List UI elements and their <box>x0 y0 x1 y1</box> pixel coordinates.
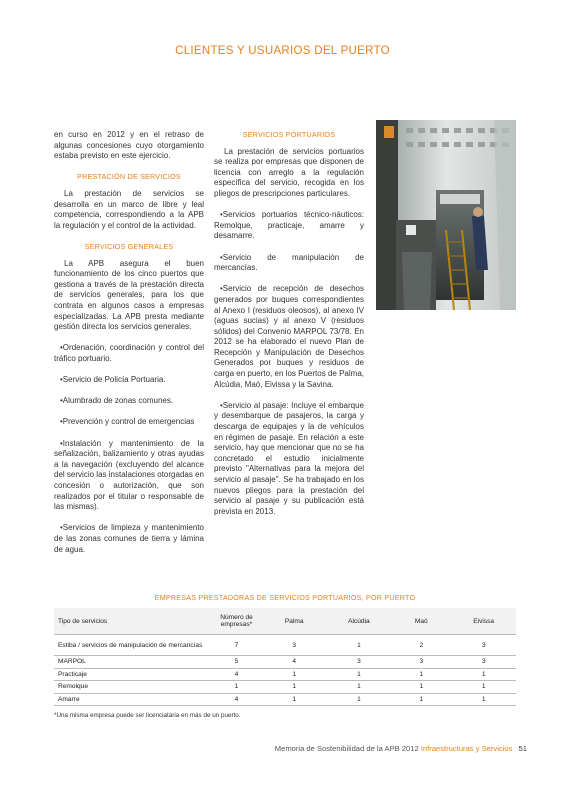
table-cell: 1 <box>262 693 327 706</box>
table-cell: 1 <box>327 681 392 694</box>
left-intro-paragraph: en curso en 2012 y en el retraso de algunas concesiones cuyo otorgamiento estaba previsto en este ejercicio. <box>54 130 204 161</box>
page-number: 51 <box>518 744 527 753</box>
table-row <box>54 656 516 669</box>
table-cell: 1 <box>391 681 451 694</box>
heading-servicios-generales: SERVICIOS GENERALES <box>84 241 174 251</box>
list-item: •Servicios portuarios técnico-náuticos: Remolque, practicaje, amarre y desamarre. <box>214 210 364 241</box>
table-cell: Amarre <box>54 693 211 706</box>
list-item: •Servicio de manipulación de mercancías. <box>214 252 364 273</box>
list-item: •Servicio de recepción de desechos generados por buques correspondientes al Anexo I (residuos oleosos), al anexo IV (aguas sucias) y al anexo V (residuos sólidos) del Convenio MARPOL 73/78. En 2012 se ha elaborado el nuevo Plan de Recepción y Manipulación de Desechos Generados por buques y residuos de carga en puerto, en los Puertos de Palma, Alcúdia, Maó, Eivissa y la Savina. <box>214 284 364 389</box>
table-cell: 3 <box>451 656 516 669</box>
list-item: •Ordenación, coordinación y control del tráfico portuario. <box>54 343 204 363</box>
table-footnote: *Una misma empresa puede ser licenciataria en más de un puerto. <box>54 712 241 719</box>
table-cell: 1 <box>327 635 392 656</box>
column-header: Alcúdia <box>327 608 392 635</box>
table-cell: 4 <box>211 668 262 681</box>
middle-column <box>214 130 364 528</box>
table-cell: 2 <box>391 635 451 656</box>
table-cell: 5 <box>211 656 262 669</box>
table-cell: Practicaje <box>54 668 211 681</box>
page-footer <box>275 744 527 753</box>
services-table <box>54 608 516 706</box>
page-title: CLIENTES Y USUARIOS DEL PUERTO <box>175 45 390 57</box>
table-header-row <box>54 608 516 635</box>
column-header: Maó <box>391 608 451 635</box>
table-row <box>54 693 516 706</box>
column-header: Número de empresas* <box>211 608 262 635</box>
heading-prestacion-servicios: PRESTACIÓN DE SERVICIOS <box>77 172 181 182</box>
table-cell: 3 <box>391 656 451 669</box>
table-cell: 1 <box>262 668 327 681</box>
list-item: •Servicios de limpieza y mantenimiento de las zonas comunes de tierra y lámina de agua. <box>54 523 204 554</box>
table-row <box>54 668 516 681</box>
column-header: Tipo de servicios <box>54 608 211 635</box>
table-cell: 3 <box>262 635 327 656</box>
table-cell: 1 <box>391 668 451 681</box>
heading-servicios-portuarios: SERVICIOS PORTUARIOS <box>242 130 336 139</box>
table-cell: Estiba / servicios de manipulación de mercancías <box>54 635 211 656</box>
footer-section: Infraestructuras y Servicios <box>420 744 513 753</box>
list-item: •Servicio de Policía Portuaria. <box>60 375 166 385</box>
servicios-portuarios-paragraph: La prestación de servicios portuarios se realiza por empresas que disponen de licencia con arreglo a la regulación específica del servicio, recogida en los pliegos de prescripciones particulares. <box>214 146 364 198</box>
table-cell: 1 <box>451 693 516 706</box>
servicios-generales-paragraph: La APB asegura el buen funcionamiento de los cinco puertos que gestiona a través de la prestación directa de servicios generales, para los que contrata en algunos casos a empresas especializadas. La APB presta mediante gestión directa los servicios generales. <box>54 258 204 332</box>
table-cell: 1 <box>327 693 392 706</box>
table-cell: Remolque <box>54 681 211 694</box>
table-title: EMPRESAS PRESTADORAS DE SERVICIOS PORTUARIOS, POR PUERTO <box>154 593 416 602</box>
list-item: •Servicio al pasaje: Incluye el embarque y desembarque de pasajeros, la carga y descarga de equipajes y la de vehículos en régimen de pasaje. En relación a este servicio, hay que mencionar que no se ha concretado el estudio inicialmente previsto "Alternativas para la mejora del servicio al pasaje". Se ha trabajado en los nuevos pliegos para la prestación del servicio al pasaje y su publicación está prevista en 2013. <box>214 400 364 516</box>
table-row <box>54 635 516 656</box>
prestacion-paragraph: La prestación de servicios se desarrolla en un marco de libre y leal competencia, correspondiendo a la APB la regulación y el control de la actividad. <box>54 188 204 230</box>
table-cell: 1 <box>262 681 327 694</box>
column-header: Eivissa <box>451 608 516 635</box>
ship-gangway-photo <box>376 120 516 310</box>
table-cell: 1 <box>211 681 262 694</box>
table-cell: 1 <box>327 668 392 681</box>
table-cell: MARPOL <box>54 656 211 669</box>
table-cell: 3 <box>451 635 516 656</box>
left-column <box>54 130 204 566</box>
table-cell: 3 <box>327 656 392 669</box>
table-cell: 1 <box>451 668 516 681</box>
footer-report-title: Memoria de Sostenibilidad de la APB 2012 <box>274 744 419 753</box>
table-cell: 1 <box>451 681 516 694</box>
list-item: •Alumbrado de zonas comunes. <box>60 396 174 406</box>
column-header: Palma <box>262 608 327 635</box>
table-cell: 4 <box>211 693 262 706</box>
list-item: •Prevención y control de emergencias <box>60 417 195 427</box>
table-row <box>54 681 516 694</box>
table-cell: 4 <box>262 656 327 669</box>
table-cell: 7 <box>211 635 262 656</box>
table-cell: 1 <box>391 693 451 706</box>
list-item: •Instalación y mantenimiento de la señalización, balizamiento y otras ayudas a la navegación (excluyendo del alcance del servicio las instalaciones otorgadas en concesión o autorización, que son realizados por el titular o responsable de las mismas). <box>54 438 204 512</box>
